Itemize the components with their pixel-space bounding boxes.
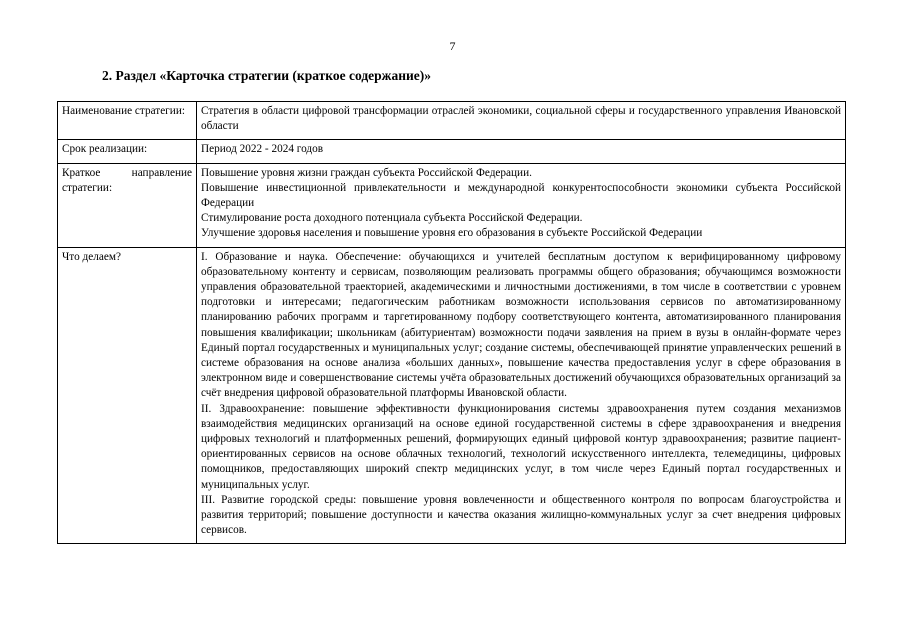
period-text: Период 2022 - 2024 годов	[201, 143, 324, 156]
table-row-name	[58, 102, 846, 140]
label-direction: Краткое направление стратегии:	[58, 163, 197, 247]
table-row-period	[58, 140, 846, 163]
label-actions: Что делаем?	[58, 247, 197, 544]
value-actions	[197, 247, 846, 544]
direction-item-1: Повышение уровня жизни граждан субъекта Российской Федерации.	[201, 166, 532, 179]
value-period	[197, 140, 846, 163]
actions-education: I. Образование и наука. Обеспечение: обучающихся и учителей бесплатным доступом к верифицированному цифровому образовательному контенту и сервисам, позволяющим реализовать программы общего образования; обучающимся возможности управления образовательной траекторией, академическими и личностными достижениями, в том числе в соответствии с уровнем подготовки и интересами; педагогическим работникам возможности использования сервисов по автоматизированному планированию рабочих программ и таргетированному подбору соответствующего контента, автоматизированного планирования повышения квалификации; школьникам (абитуриентам) возможности подачи заявления на прием в вузы в онлайн-формате через Единый портал государственных и муниципальных услуг; создание системы, обеспечивающей принятие управленческих решений в системе образования на основе анализа «больших данных», повышение качества предоставления услуг в сфере образования в электронном виде и совершенствование системы учёта образовательных достижений обучающихся образовательных организаций за счёт внедрения цифровой образовательной платформы Ивановской области.	[201, 250, 841, 400]
table-row-direction	[58, 163, 846, 247]
direction-item-3: Стимулирование роста доходного потенциала субъекта Российской Федерации.	[201, 212, 583, 225]
actions-healthcare: II. Здравоохранение: повышение эффективности функционирования системы здравоохранения путем создания механизмов взаимодействия медицинских организаций на основе единой государственной системы в сфере здравоохранения и внедрения цифровых технологий и платформенных решений, формирующих единый цифровой контур здравоохранения; развитие пациент-ориентированных сервисов на основе облачных технологий, технологий искусственного интеллекта, телемедицины, цифровых помощников, предоставляющих широкий спектр медицинских услуг, в том числе через Единый портал государственных и муниципальных услуг.	[201, 402, 841, 491]
direction-item-2: Повышение инвестиционной привлекательности и международной конкурентоспособности экономики субъекта Российской Федерации	[201, 181, 841, 210]
section-title: 2. Раздел «Карточка стратегии (краткое содержание)»	[102, 68, 431, 83]
table-row-actions	[58, 247, 846, 544]
strategy-name-text: Стратегия в области цифровой трансформации отраслей экономики, социальной сферы и государственного управления Ивановской области	[201, 105, 841, 133]
label-strategy-name: Наименование стратегии:	[58, 102, 197, 140]
page-number: 7	[449, 39, 456, 53]
strategy-card-table	[57, 101, 846, 544]
label-period: Срок реализации:	[58, 140, 197, 163]
actions-urban-environment: III. Развитие городской среды: повышение уровня вовлеченности и общественного контроля по вопросам благоустройства и развития территорий; повышение доступности и качества оказания жилищно-коммунальных услуг за счет внедрения цифровых сервисов.	[201, 493, 841, 537]
value-direction	[197, 163, 846, 247]
direction-item-4: Улучшение здоровья населения и повышение уровня его образования в субъекте Российской Федерации	[201, 227, 703, 240]
value-strategy-name	[197, 102, 846, 140]
